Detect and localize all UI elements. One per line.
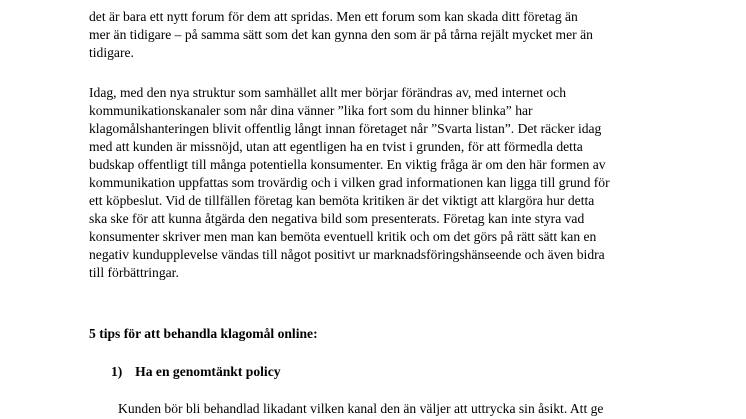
paragraph2-line-11: till förbättringar. bbox=[89, 265, 179, 280]
paragraph1-line-1: det är bara ett nytt forum för dem att spridas. Men ett forum som kan skada ditt företag än bbox=[89, 9, 578, 24]
paragraph2-line-5: budskap offentligt till många potentiella konsumenter. En viktig fråga är om den här formen av bbox=[89, 157, 606, 172]
section-heading: 5 tips för att behandla klagomål online: bbox=[89, 326, 318, 341]
paragraph2-line-8: ska ske för att kunna åtgärda den negativa bild som presenterats. Företag kan inte styra vad bbox=[89, 211, 585, 226]
paragraph2-line-7: ett köpbeslut. Vid de tillfällen företag kan bemöta kritiken är det viktigt att klargöra hur detta bbox=[89, 193, 595, 208]
list-item-1-number: 1) bbox=[111, 364, 123, 379]
paragraph2-line-1: Idag, med den nya struktur som samhället allt mer börjar förändras av, med internet och bbox=[89, 85, 567, 100]
list-item-1-title: Ha en genomtänkt policy bbox=[135, 364, 281, 379]
paragraph2-line-2: kommunikationskanaler som når dina vänner ”lika fort som du hinner blinka” har bbox=[89, 103, 533, 118]
paragraph1-line-3: tidigare. bbox=[89, 45, 134, 60]
paragraph1-line-2: mer än tidigare – på samma sätt som det kan gynna den som är på tårna rejält mycket mer än bbox=[89, 27, 593, 42]
paragraph2-line-9: konsumenter skriver men man kan bemöta eventuell kritik och om det görs på rätt sätt kan en bbox=[89, 229, 597, 244]
paragraph2-line-10: negativ kundupplevelse vändas till något positivt ur marknadsföringshänseende och även bidra bbox=[89, 247, 605, 262]
paragraph2-line-4: med att kunden är missnöjd, utan att egentligen ha en tvist i grunden, för att förmedla detta bbox=[89, 139, 583, 154]
paragraph2-line-6: kommunikation uppfattas som trovärdig och i vilken grad informationen kan ligga till grund för bbox=[89, 175, 610, 190]
list-item-1 bbox=[111, 363, 281, 381]
paragraph2-line-3: klagomålshanteringen blivit offentlig långt innan företaget når ”Svarta listan”. Det räcker idag bbox=[89, 121, 602, 136]
paragraph3-line-1: Kunden bör bli behandlad likadant vilken kanal den än väljer att uttrycka sin åsikt. Att ge bbox=[118, 401, 604, 416]
